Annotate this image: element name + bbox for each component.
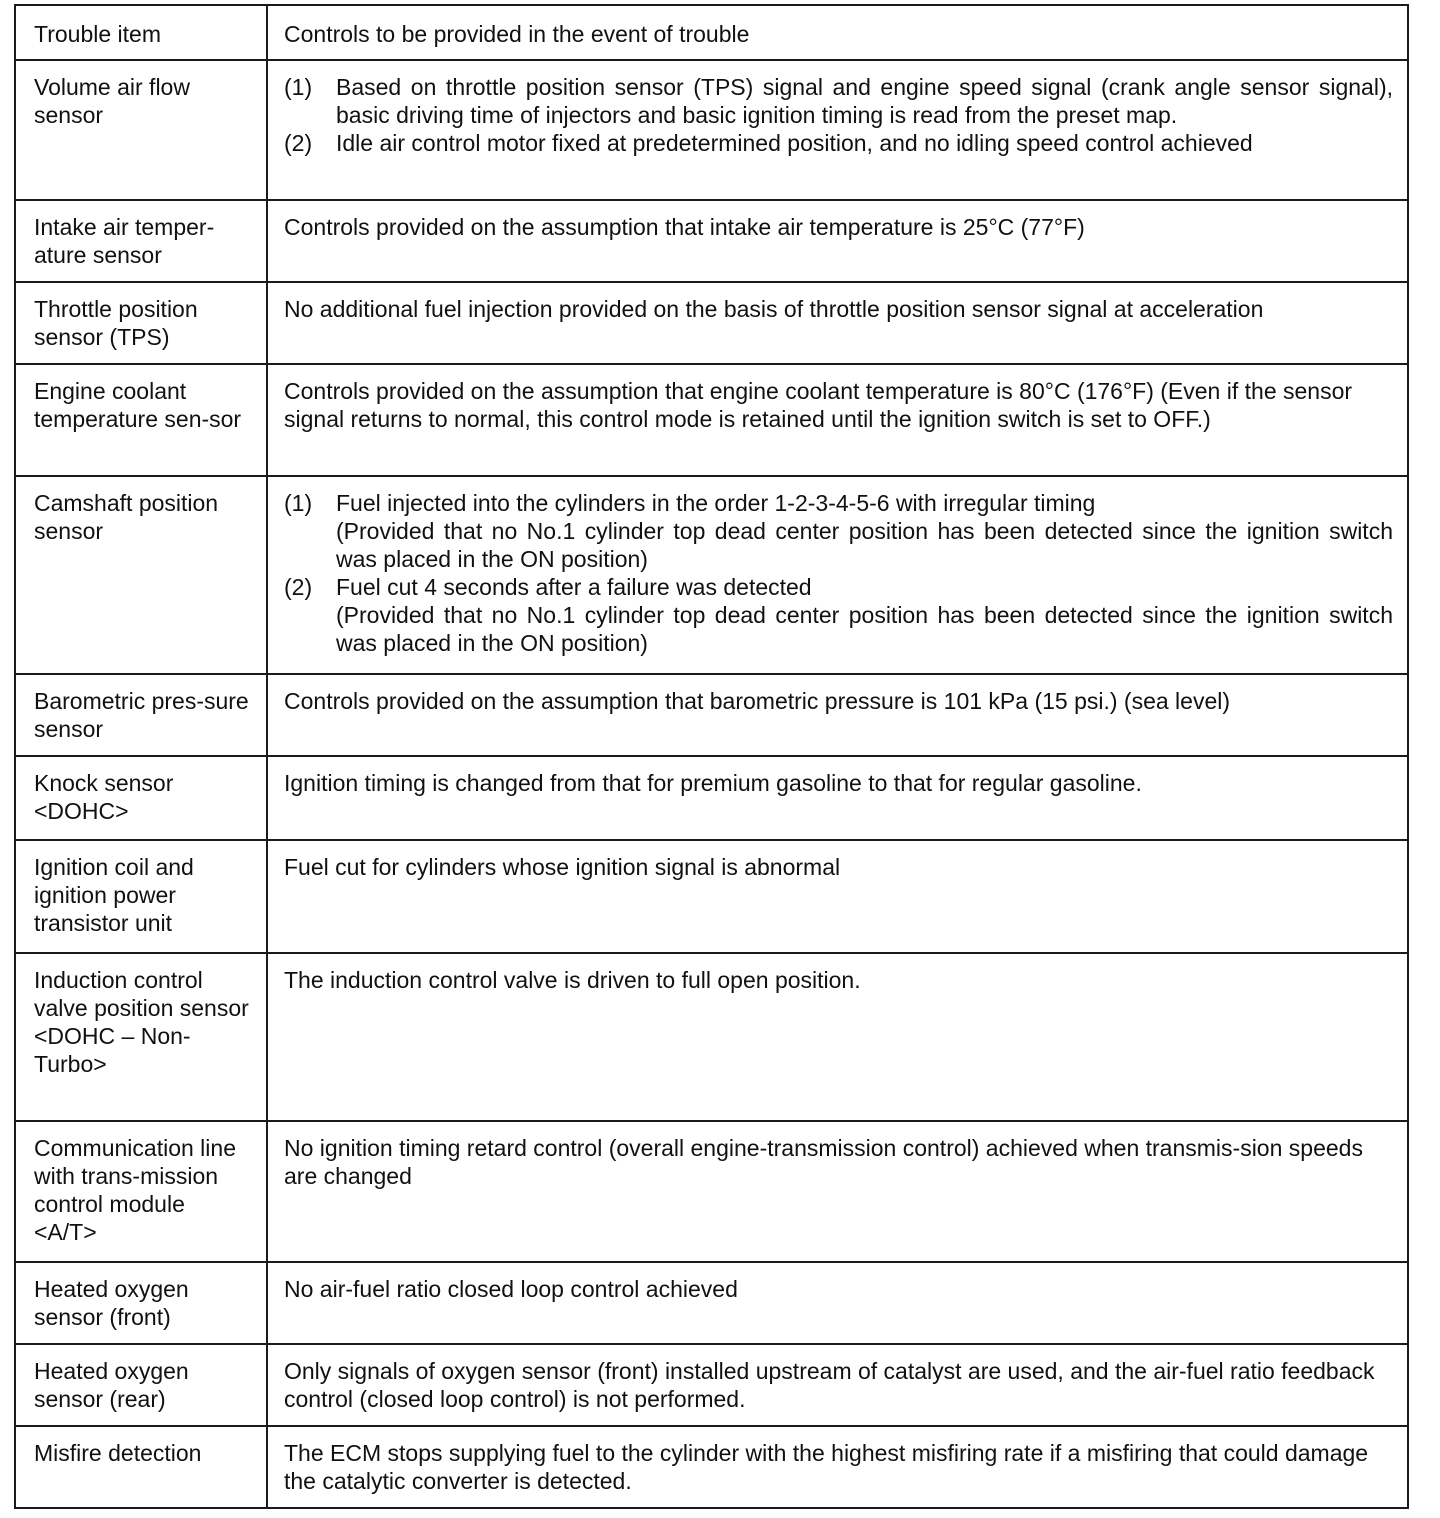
step-text: Based on throttle position sensor (TPS) signal and engine speed signal (crank angle sensor signal), basic driving time of injectors and basic ignition timing is read from the preset map.: [336, 74, 1393, 128]
trouble-item-cell: Barometric pres-sure sensor: [15, 674, 267, 756]
header-controls: Controls to be provided in the event of trouble: [267, 5, 1408, 60]
trouble-control-table: [14, 4, 1409, 1509]
control-cell: Controls provided on the assumption that intake air temperature is 25°C (77°F): [267, 200, 1408, 282]
table-row: [15, 756, 1408, 840]
control-steps: [284, 489, 1393, 657]
trouble-item-cell: Induction control valve position sensor <DOHC – Non-Turbo>: [15, 953, 267, 1121]
trouble-item-cell: Ignition coil and ignition power transistor unit: [15, 840, 267, 953]
table-body: [15, 5, 1408, 1508]
trouble-item-cell: Throttle position sensor (TPS): [15, 282, 267, 364]
table-row: [15, 1121, 1408, 1262]
table-row: [15, 200, 1408, 282]
control-cell: The ECM stops supplying fuel to the cylinder with the highest misfiring rate if a misfiring that could damage the catalytic converter is detected.: [267, 1426, 1408, 1508]
table-row: [15, 1426, 1408, 1508]
control-step: [284, 129, 1393, 157]
step-text: Fuel cut 4 seconds after a failure was detected: [336, 574, 812, 600]
control-cell: The induction control valve is driven to full open position.: [267, 953, 1408, 1121]
trouble-item-cell: Misfire detection: [15, 1426, 267, 1508]
control-cell: Fuel cut for cylinders whose ignition signal is abnormal: [267, 840, 1408, 953]
step-number: (1): [284, 74, 313, 100]
step-number: (2): [284, 574, 313, 600]
step-text: Fuel injected into the cylinders in the order 1-2-3-4-5-6 with irregular timing: [336, 490, 1096, 516]
trouble-item-cell: Heated oxygen sensor (rear): [15, 1344, 267, 1426]
header-row: [15, 5, 1408, 60]
trouble-item-cell: Volume air flow sensor: [15, 60, 267, 200]
table-row: [15, 364, 1408, 476]
header-trouble-item: Trouble item: [15, 5, 267, 60]
control-steps: [284, 73, 1393, 157]
step-note: (Provided that no No.1 cylinder top dead center position has been detected since the ignition switch was placed in the ON position): [336, 602, 1393, 656]
trouble-item-cell: Camshaft position sensor: [15, 476, 267, 674]
trouble-item-cell: Knock sensor <DOHC>: [15, 756, 267, 840]
step-number: (1): [284, 490, 313, 516]
control-cell: No additional fuel injection provided on the basis of throttle position sensor signal at acceleration: [267, 282, 1408, 364]
control-step: [284, 489, 1393, 573]
control-cell: [267, 60, 1408, 200]
control-cell: Only signals of oxygen sensor (front) installed upstream of catalyst are used, and the air-fuel ratio feedback control (closed loop control) is not performed.: [267, 1344, 1408, 1426]
control-cell: Controls provided on the assumption that engine coolant temperature is 80°C (176°F) (Even if the sensor signal returns to normal, this control mode is retained until the ignition switch is set to OFF.): [267, 364, 1408, 476]
trouble-item-cell: Engine coolant temperature sen-sor: [15, 364, 267, 476]
control-cell: Controls provided on the assumption that barometric pressure is 101 kPa (15 psi.) (sea level): [267, 674, 1408, 756]
step-note: (Provided that no No.1 cylinder top dead center position has been detected since the ignition switch was placed in the ON position): [336, 518, 1393, 572]
trouble-item-cell: Communication line with trans-mission control module <A/T>: [15, 1121, 267, 1262]
step-text: Idle air control motor fixed at predetermined position, and no idling speed control achieved: [336, 130, 1253, 156]
control-cell: No air-fuel ratio closed loop control achieved: [267, 1262, 1408, 1344]
table-row: [15, 282, 1408, 364]
trouble-item-cell: Intake air temper-ature sensor: [15, 200, 267, 282]
control-step: [284, 73, 1393, 129]
trouble-item-cell: Heated oxygen sensor (front): [15, 1262, 267, 1344]
control-cell: Ignition timing is changed from that for premium gasoline to that for regular gasoline.: [267, 756, 1408, 840]
table-row: [15, 1262, 1408, 1344]
table-row: [15, 840, 1408, 953]
table-row: [15, 953, 1408, 1121]
table-row: [15, 60, 1408, 200]
table-row: [15, 476, 1408, 674]
control-cell: [267, 476, 1408, 674]
control-step: [284, 573, 1393, 657]
step-number: (2): [284, 130, 313, 156]
control-cell: No ignition timing retard control (overall engine-transmission control) achieved when transmis-sion speeds are changed: [267, 1121, 1408, 1262]
table-row: [15, 1344, 1408, 1426]
table-row: [15, 674, 1408, 756]
